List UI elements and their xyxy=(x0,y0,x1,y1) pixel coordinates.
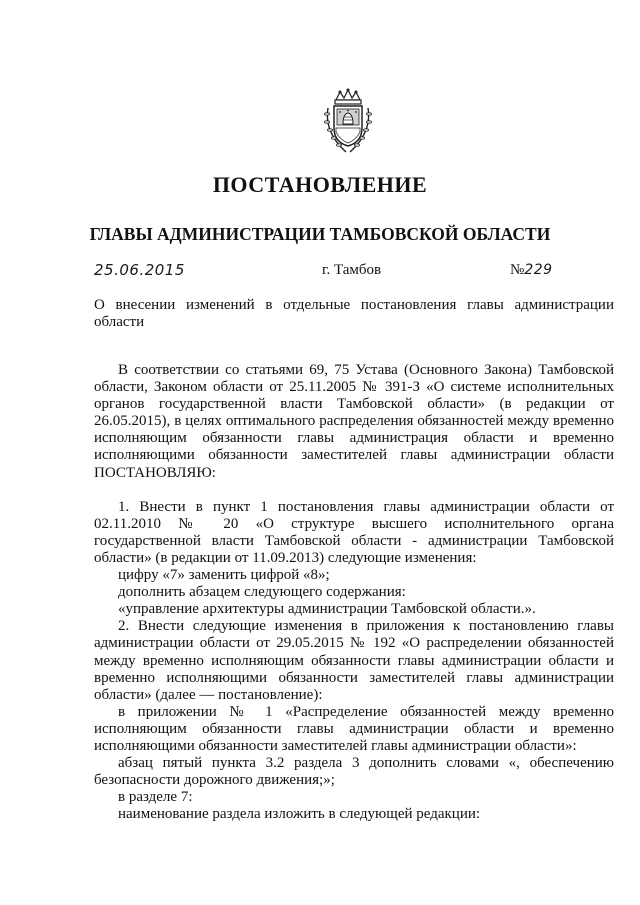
paragraph-2a: в приложении № 1 «Распределение обязанностей между временно исполняющим обязанности главы администрации области и временно исполняющими обязанности заместителей главы администрации области»: xyxy=(94,703,614,754)
preamble-paragraph: В соответствии со статьями 69, 75 Устава (Основного Закона) Тамбовской области, Законом области от 25.11.2005 № 391-З «О системе исполнительных органов государственной власти Тамбовской области» (в редакции от 26.05.2015), в целях оптимального распределения обязанностей между временно исполняющим обязанности главы администрация области и временно исполняющими обязанности заместителей главы администрации области ПОСТАНОВЛЯЮ: xyxy=(94,362,614,481)
number-prefix: № xyxy=(510,262,525,278)
document-city: г. Тамбов xyxy=(322,262,382,278)
paragraph-2d: наименование раздела изложить в следующей редакции: xyxy=(118,806,481,823)
number-value: 229 xyxy=(524,262,553,278)
document-subject: О внесении изменений в отдельные постановления главы администрации области xyxy=(94,297,614,330)
paragraph-2b: абзац пятый пункта 3.2 раздела 3 дополнить словами «, обеспечению безопасности дорожного движения;»; xyxy=(94,755,614,789)
coat-of-arms-icon xyxy=(322,88,374,156)
paragraph-1b: дополнить абзацем следующего содержания: xyxy=(118,584,406,601)
document-number xyxy=(510,262,553,279)
document-date: 25.06.2015 xyxy=(94,261,185,279)
paragraph-1a: цифру «7» заменить цифрой «8»; xyxy=(118,567,330,584)
paragraph-1c: «управление архитектуры администрации Тамбовской области.». xyxy=(118,601,536,618)
document-body xyxy=(94,362,614,823)
document-title: ПОСТАНОВЛЕНИЕ xyxy=(212,172,428,197)
paragraph-2c: в разделе 7: xyxy=(118,789,193,806)
paragraph-2: 2. Внести следующие изменения в приложения к постановлению главы администрации области от 29.05.2015 № 192 «О распределении обязанностей между временно исполняющим обязанности главы администрации области и временно исполняющими обязанности заместителей главы администрации области» (далее — постановление): xyxy=(94,618,614,703)
paragraph-1: 1. Внести в пункт 1 постановления главы администрации области от 02.11.2010 № 20 «О структуре высшего исполнительного органа государственной власти Тамбовской области - администрации Тамбовской области» (в редакции от 11.09.2013) следующие изменения: xyxy=(94,498,614,566)
document-subtitle: ГЛАВЫ АДМИНИСТРАЦИИ ТАМБОВСКОЙ ОБЛАСТИ xyxy=(89,224,551,244)
